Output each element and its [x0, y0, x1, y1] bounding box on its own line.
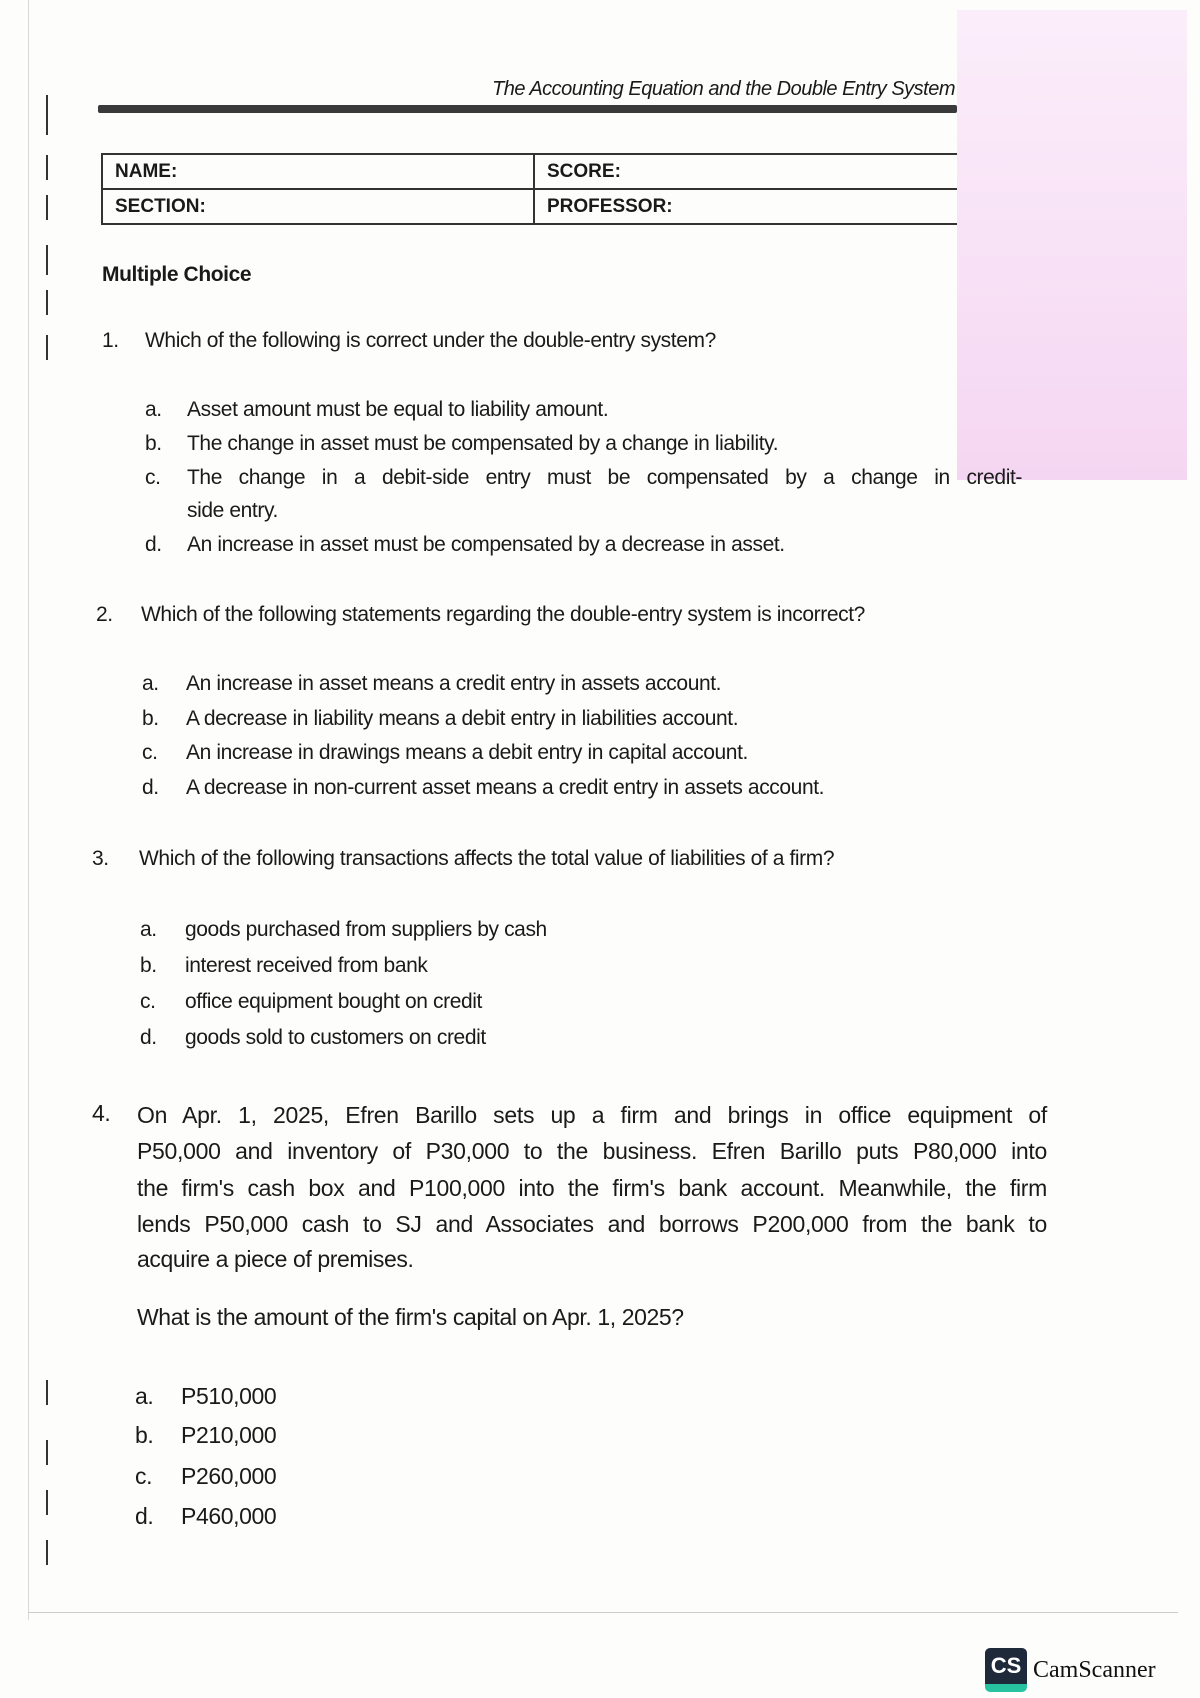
margin-mark [46, 335, 48, 360]
camscanner-brand: CamScanner [1033, 1656, 1156, 1683]
option-letter: d. [140, 1026, 157, 1049]
option-text: The change in a debit-side entry must be compensated by a change in credit- [187, 466, 1022, 489]
question-number: 1. [102, 329, 119, 352]
option-letter: a. [145, 398, 162, 421]
option-letter: c. [142, 741, 158, 764]
option-text: An increase in asset must be compensated by a decrease in asset. [187, 533, 785, 556]
option-text: P510,000 [181, 1383, 277, 1409]
margin-mark [46, 95, 48, 135]
option-letter: d. [142, 776, 159, 799]
option-letter: d. [135, 1503, 154, 1529]
question-text: Which of the following transactions affects the total value of liabilities of a firm? [139, 847, 835, 870]
option-letter: c. [145, 466, 161, 489]
score-field: SCORE: [534, 154, 957, 189]
option-text: interest received from bank [185, 954, 428, 977]
margin-mark [46, 1540, 48, 1565]
option-letter: c. [140, 990, 156, 1013]
document-header-title: The Accounting Equation and the Double Entry System [492, 78, 955, 100]
question-number: 2. [96, 603, 113, 626]
question-text: Which of the following is correct under the double-entry system? [145, 329, 716, 352]
camscanner-logo-icon: CS [985, 1648, 1027, 1692]
option-letter: a. [140, 918, 157, 941]
option-text: office equipment bought on credit [185, 990, 482, 1013]
professor-field: PROFESSOR: [534, 189, 957, 224]
margin-mark [46, 155, 48, 180]
question-text-line: On Apr. 1, 2025, Efren Barillo sets up a firm and brings in office equipment of [137, 1102, 1047, 1128]
option-text: P460,000 [181, 1503, 277, 1529]
camscanner-watermark [985, 1648, 1156, 1692]
option-text: An increase in drawings means a debit entry in capital account. [186, 741, 748, 764]
question-text-line: P50,000 and inventory of P30,000 to the business. Efren Barillo puts P80,000 into [137, 1138, 1047, 1164]
section-field: SECTION: [102, 189, 534, 224]
option-text-continued: side entry. [187, 499, 278, 522]
option-letter: b. [135, 1422, 154, 1448]
question-text: What is the amount of the firm's capital on Apr. 1, 2025? [137, 1304, 684, 1330]
option-text: P210,000 [181, 1422, 277, 1448]
option-letter: c. [135, 1463, 153, 1489]
option-letter: b. [145, 432, 162, 455]
question-text: Which of the following statements regarding the double-entry system is incorrect? [141, 603, 865, 626]
option-text: P260,000 [181, 1463, 277, 1489]
page-edge [28, 0, 29, 1620]
option-letter: a. [135, 1383, 154, 1409]
margin-mark [46, 1490, 48, 1515]
margin-mark [46, 1440, 48, 1465]
option-text: An increase in asset means a credit entry in assets account. [186, 672, 722, 695]
question-text-line: lends P50,000 cash to SJ and Associates and borrows P200,000 from the bank to [137, 1211, 1047, 1237]
question-text-line: the firm's cash box and P100,000 into the firm's bank account. Meanwhile, the firm [137, 1175, 1047, 1201]
sticky-note-overlay [957, 10, 1187, 480]
option-letter: b. [142, 707, 159, 730]
option-text: A decrease in non-current asset means a credit entry in assets account. [186, 776, 825, 799]
section-title: Multiple Choice [102, 263, 252, 286]
question-text-line: acquire a piece of premises. [137, 1246, 414, 1272]
header-rule [98, 105, 957, 113]
option-text: Asset amount must be equal to liability amount. [187, 398, 609, 421]
margin-mark [46, 1380, 48, 1405]
page-bottom-edge [28, 1612, 1178, 1613]
question-number: 3. [92, 847, 109, 870]
option-text: goods purchased from suppliers by cash [185, 918, 547, 941]
option-text: goods sold to customers on credit [185, 1026, 486, 1049]
option-letter: d. [145, 533, 162, 556]
student-info-table [101, 153, 957, 225]
margin-mark [46, 195, 48, 220]
option-letter: b. [140, 954, 157, 977]
margin-mark [46, 245, 48, 275]
option-text: The change in asset must be compensated by a change in liability. [187, 432, 779, 455]
margin-mark [46, 290, 48, 315]
name-field: NAME: [102, 154, 534, 189]
question-number: 4. [92, 1100, 111, 1126]
option-text: A decrease in liability means a debit entry in liabilities account. [186, 707, 739, 730]
option-letter: a. [142, 672, 159, 695]
